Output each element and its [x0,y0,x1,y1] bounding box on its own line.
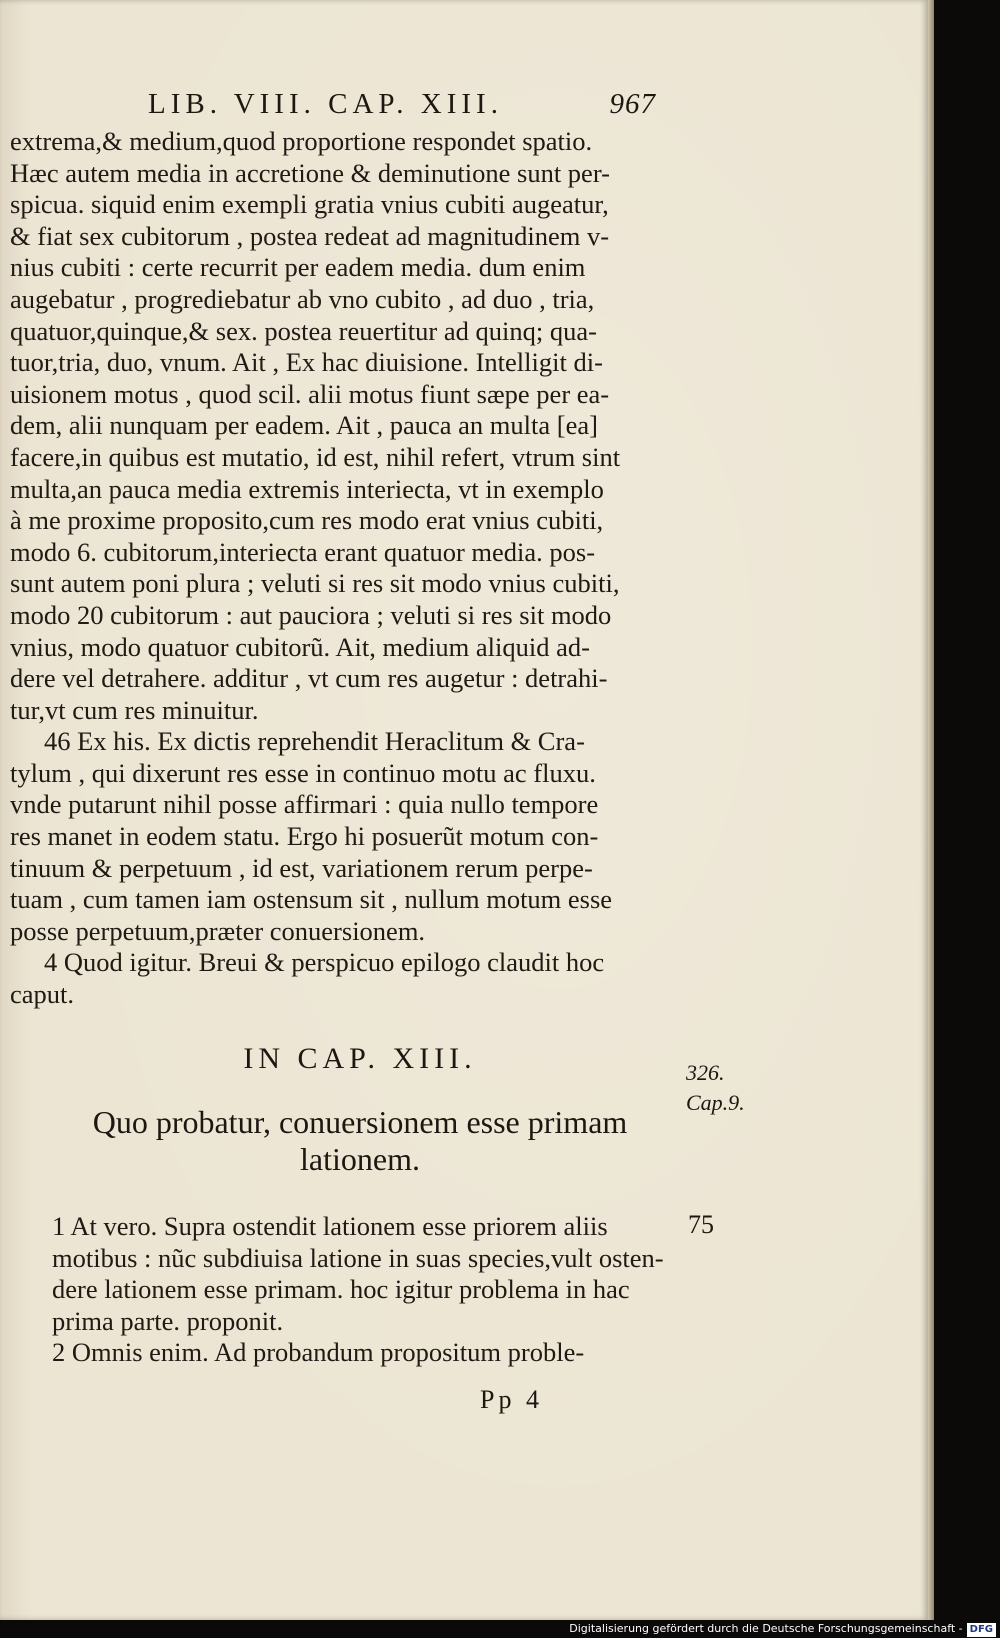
text-line: uisionem motus , quod scil. alii motus fiunt sæpe per ea- [10,378,610,409]
text-line: dere lationem esse primam. hoc igitur problema in hac [52,1274,630,1305]
main-text [10,126,680,1011]
text-line: motibus : nũc subdiuisa latione in suas species,vult osten- [52,1242,664,1273]
text-line: augebatur , progrediebatur ab vno cubito , ad duo , tria, [10,283,595,314]
margin-line-reference: 75 [688,1210,714,1239]
text-line: spicua. siquid enim exempli gratia vnius cubiti augeatur, [10,189,609,220]
margin-note-cap: Cap.9. [686,1090,745,1115]
text-line: 46 Ex his. Ex dictis reprehendit Heraclitum & Cra- [44,726,585,757]
page-edge [928,0,934,1620]
text-line: 4 Quod igitur. Breui & perspicuo epilogo claudit hoc [44,947,605,978]
text-line: dem, alii nunquam per eadem. Ait , pauca an multa [ea] [10,410,598,441]
running-header [148,88,668,128]
text-line: à me proxime proposito,cum res modo erat vnius cubiti, [10,505,604,536]
section-heading: IN CAP. XIII. [243,1042,477,1075]
running-head: LIB. VIII. CAP. XIII. [148,88,503,120]
section-title-line: Quo probatur, conuersionem esse primam [92,1104,628,1140]
digitization-footer [569,1620,996,1638]
text-line: multa,an pauca media extremis interiecta, vt in exemplo [10,473,604,504]
dfg-logo: DFG [967,1623,996,1637]
section-title-line: lationem. [300,1141,420,1177]
text-line: caput. [10,979,75,1010]
text-line: tuor,tria, duo, vnum. Ait , Ex hac diuisione. Intelligit di- [10,347,603,378]
text-line: prima parte. proponit. [52,1305,284,1336]
margin-note-number: 326. [686,1060,725,1085]
text-line: Hæc autem media in accretione & deminutione sunt per- [10,157,610,188]
text-line: dere vel detrahere. additur , vt cum res augetur : detrahi- [10,663,608,694]
text-line: vnde putarunt nihil posse affirmari : quia nullo tempore [10,789,599,820]
text-line: extrema,& medium,quod proportione respondet spatio. [10,126,593,156]
margin-note [686,1058,745,1118]
text-line: vnius, modo quatuor cubitorũ. Ait, medium aliquid ad- [10,631,590,662]
commentary-text [52,1210,692,1368]
text-line: tur,vt cum res minuitur. [10,694,259,725]
text-line: posse perpetuum,præter conuersionem. [10,915,426,946]
text-line: res manet in eodem statu. Ergo hi posuerũt motum con- [10,821,599,852]
text-line: facere,in quibus est mutatio, id est, nihil refert, vtrum sint [10,441,621,472]
section-title [30,1104,690,1178]
text-line: 1 At vero. Supra ostendit lationem esse priorem aliis [52,1211,608,1241]
signature-mark: Pp 4 [480,1385,543,1414]
text-line: quatuor,quinque,& sex. postea reuertitur ad quinq; qua- [10,315,597,346]
text-line: nius cubiti : certe recurrit per eadem media. dum enim [10,252,586,283]
text-line: 2 Omnis enim. Ad probandum propositum proble- [52,1337,585,1368]
text-line: tuam , cum tamen iam ostensum sit , nullum motum esse [10,884,613,915]
text-line: sunt autem poni plura ; veluti si res sit modo vnius cubiti, [10,568,620,599]
text-line: & fiat sex cubitorum , postea redeat ad magnitudinem v- [10,220,610,251]
text-line: tylum , qui dixerunt res esse in continuo motu ac fluxu. [10,757,596,788]
footer-text: Digitalisierung gefördert durch die Deutsche Forschungsgemeinschaft - [569,1622,963,1635]
text-line: modo 6. cubitorum,interiecta erant quatuor media. pos- [10,536,596,567]
text-line: modo 20 cubitorum : aut pauciora ; veluti si res sit modo [10,599,612,630]
text-line: tinuum & perpetuum , id est, variationem rerum perpe- [10,852,593,883]
page-number: 967 [609,88,656,120]
